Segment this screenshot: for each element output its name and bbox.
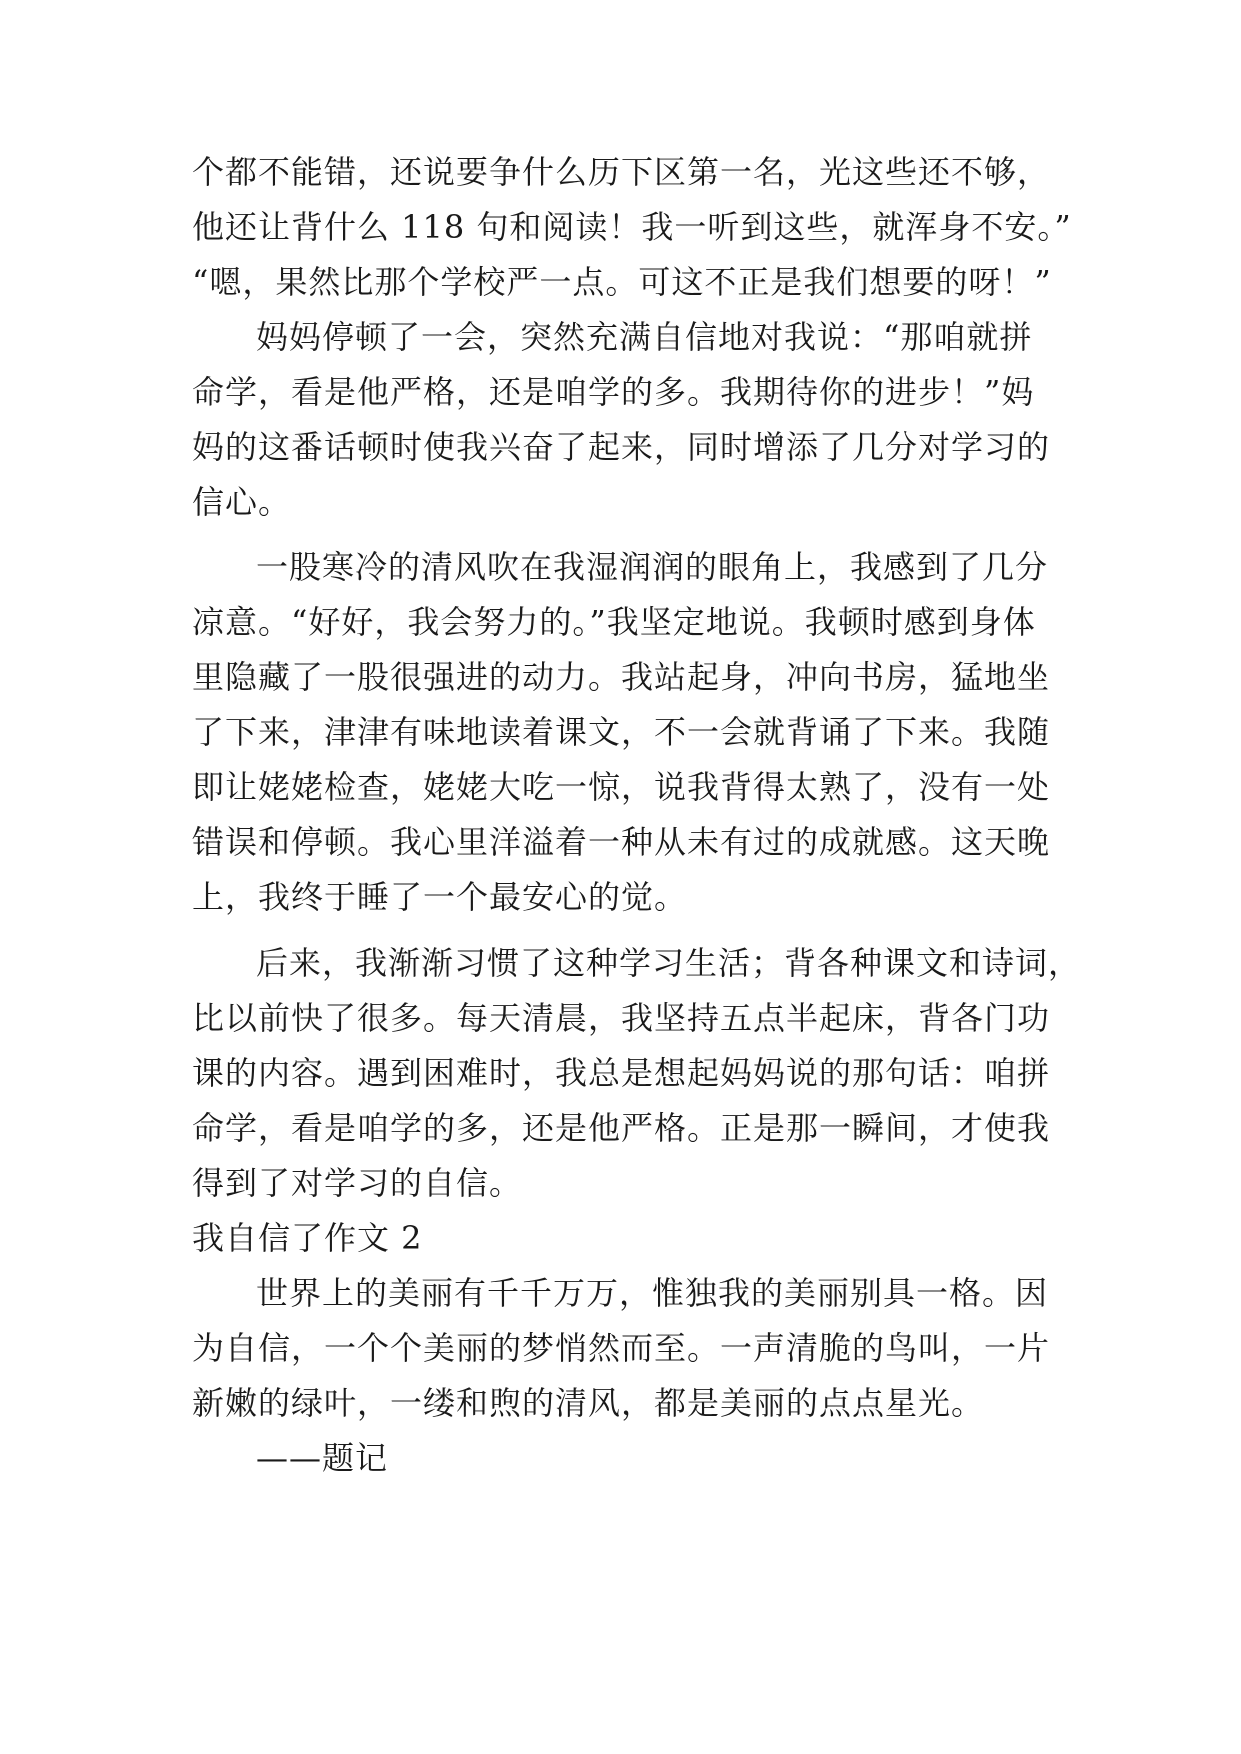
text-line: “嗯，果然比那个学校严一点。可这不正是我们想要的呀！” (192, 263, 1052, 301)
text-line: 即让姥姥检查，姥姥大吃一惊，说我背得太熟了，没有一处 (192, 768, 1051, 806)
text-line: 妈的这番话顿时使我兴奋了起来，同时增添了几分对学习的 (192, 428, 1051, 466)
text-line: 课的内容。遇到困难时，我总是想起妈妈说的那句话：咱拼 (192, 1054, 1051, 1092)
text-line: 他还让背什么 118 句和阅读！我一听到这些，就浑身不安。” (192, 208, 1072, 246)
text-line: 得到了对学习的自信。 (192, 1164, 523, 1202)
text-line: 新嫩的绿叶，一缕和煦的清风，都是美丽的点点星光。 (192, 1384, 985, 1422)
text-line: 命学，看是咱学的多，还是他严格。正是那一瞬间，才使我 (192, 1109, 1051, 1147)
text-line: 命学，看是他严格，还是咱学的多。我期待你的进步！”妈 (192, 373, 1035, 411)
text-line: 了下来，津津有味地读着课文，不一会就背诵了下来。我随 (192, 713, 1051, 751)
section-title: 我自信了作文 2 (192, 1219, 423, 1257)
text-line: 上，我终于睡了一个最安心的觉。 (192, 878, 688, 916)
text-line: 为自信，一个个美丽的梦悄然而至。一声清脆的鸟叫，一片 (192, 1329, 1051, 1367)
paragraph-start-line: 世界上的美丽有千千万万，惟独我的美丽别具一格。因 (256, 1274, 1049, 1312)
inscription-line: ——题记 (256, 1439, 389, 1477)
text-line: 凉意。“好好，我会努力的。”我坚定地说。我顿时感到身体 (192, 603, 1036, 641)
paragraph-start-line: 一股寒冷的清风吹在我湿润润的眼角上，我感到了几分 (256, 548, 1049, 586)
text-line: 错误和停顿。我心里洋溢着一种从未有过的成就感。这天晚 (192, 823, 1051, 861)
paragraph-start-line: 妈妈停顿了一会，突然充满自信地对我说：“那咱就拼 (256, 318, 1033, 356)
text-line: 里隐藏了一股很强进的动力。我站起身，冲向书房，猛地坐 (192, 658, 1051, 696)
text-line: 比以前快了很多。每天清晨，我坚持五点半起床，背各门功 (192, 999, 1051, 1037)
text-line: 信心。 (192, 483, 292, 521)
text-line: 个都不能错，还说要争什么历下区第一名，光这些还不够， (192, 153, 1051, 191)
paragraph-start-line: 后来，我渐渐习惯了这种学习生活；背各种课文和诗词， (256, 944, 1082, 982)
